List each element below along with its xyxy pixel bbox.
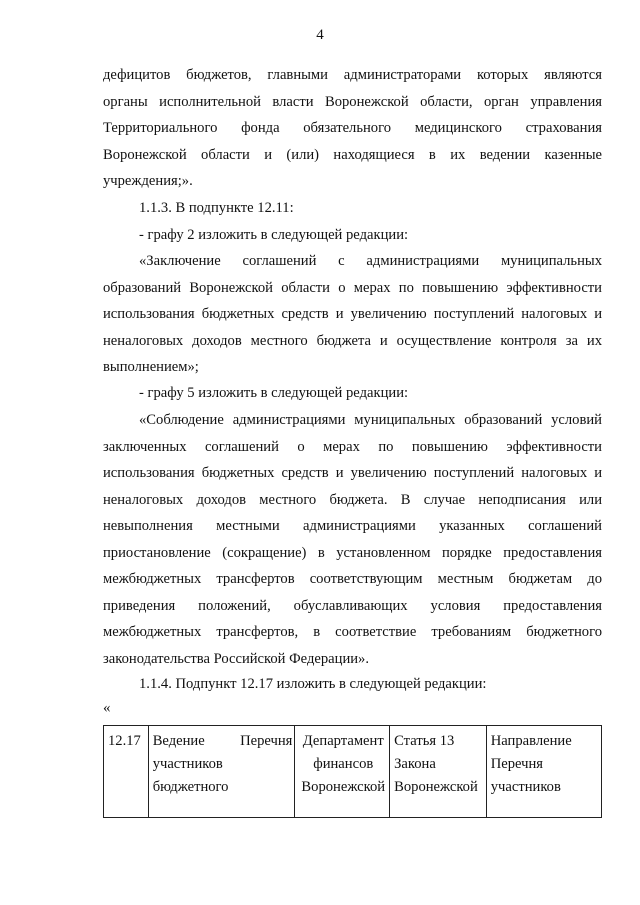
table-row bbox=[104, 726, 602, 818]
result-line: Направление bbox=[490, 733, 572, 749]
legal-basis-line: Закона bbox=[394, 756, 436, 772]
text-line: невыполнения местными администрациями указанных соглашений bbox=[103, 518, 602, 534]
result-line: Перечня bbox=[490, 756, 544, 772]
text-line: 1.1.3. В подпункте 12.11: bbox=[139, 200, 294, 216]
row-number-cell bbox=[104, 726, 149, 818]
text-line: заключенных соглашений о мерах по повышению эффективности bbox=[103, 438, 602, 455]
text-line: законодательства Российской Федерации». bbox=[103, 650, 370, 667]
text-line: использования бюджетных средств и увеличению поступлений налоговых и bbox=[103, 465, 602, 481]
item-1-1-3 bbox=[103, 195, 602, 248]
text-line: неналоговых доходов местного бюджета и осуществление контроля за их bbox=[103, 332, 602, 349]
text-line: органы исполнительной власти Воронежской области, орган управления bbox=[103, 93, 602, 110]
result-cell bbox=[486, 726, 601, 818]
text-line: образований Воронежской области о мерах по повышению эффективности bbox=[103, 279, 602, 296]
page-number: 4 bbox=[316, 27, 324, 43]
text-line: «Соблюдение администрациями муниципальных образований условий bbox=[139, 412, 602, 428]
text-line: дефицитов бюджетов, главными администраторами которых являются bbox=[103, 67, 602, 83]
text-line: Воронежской области и (или) находящиеся в их ведении казенные bbox=[103, 146, 602, 163]
paragraph-column5-text bbox=[103, 407, 602, 672]
paragraph-continuation bbox=[103, 62, 602, 195]
item-1-1-4 bbox=[103, 671, 602, 698]
row-number: 12.17 bbox=[108, 733, 141, 749]
responsible-line: Воронежской bbox=[301, 779, 386, 795]
text-line: приведения положений, обуславливающих условия предоставления bbox=[103, 597, 602, 614]
responsible-line: финансов bbox=[313, 756, 374, 772]
responsible-cell bbox=[295, 726, 390, 818]
measure-line: участников bbox=[152, 756, 223, 772]
measure-cell bbox=[148, 726, 295, 818]
text-line: межбюджетных трансфертов соответствующим местным бюджетам до bbox=[103, 571, 602, 587]
opening-quote: « bbox=[103, 700, 111, 716]
text-line: - графу 5 изложить в следующей редакции: bbox=[139, 385, 409, 401]
measure-line bbox=[153, 730, 293, 753]
paragraph-column2-text bbox=[103, 248, 602, 381]
responsible-line: Департамент bbox=[302, 733, 384, 749]
text-line: - графу 2 изложить в следующей редакции: bbox=[139, 226, 409, 243]
text-line: выполнением»; bbox=[103, 359, 199, 375]
text-line: Территориального фонда обязательного медицинского страхования bbox=[103, 120, 602, 136]
measure-line: бюджетного bbox=[152, 779, 229, 795]
legal-basis-line: Воронежской bbox=[394, 779, 478, 795]
text-line: учреждения;». bbox=[103, 173, 193, 189]
text-line: использования бюджетных средств и увеличению поступлений налоговых и bbox=[103, 306, 602, 322]
text-line: 1.1.4. Подпункт 12.17 изложить в следующей редакции: bbox=[139, 676, 487, 692]
amendment-table bbox=[103, 725, 602, 818]
text-line: межбюджетных трансфертов, в соответствие требованиям бюджетного bbox=[103, 624, 602, 640]
result-line: участников bbox=[490, 779, 561, 795]
text-line: неналоговых доходов местного бюджета. В случае неподписания или bbox=[103, 491, 602, 508]
legal-basis-line: Статья 13 bbox=[394, 733, 455, 749]
item-column5-instruction bbox=[103, 380, 602, 407]
text-line: «Заключение соглашений с администрациями муниципальных bbox=[139, 253, 602, 269]
measure-word: Перечня bbox=[240, 733, 293, 749]
legal-basis-cell bbox=[390, 726, 487, 818]
text-line: приостановление (сокращение) в установленном порядке предоставления bbox=[103, 544, 602, 561]
measure-word: Ведение bbox=[152, 733, 205, 749]
